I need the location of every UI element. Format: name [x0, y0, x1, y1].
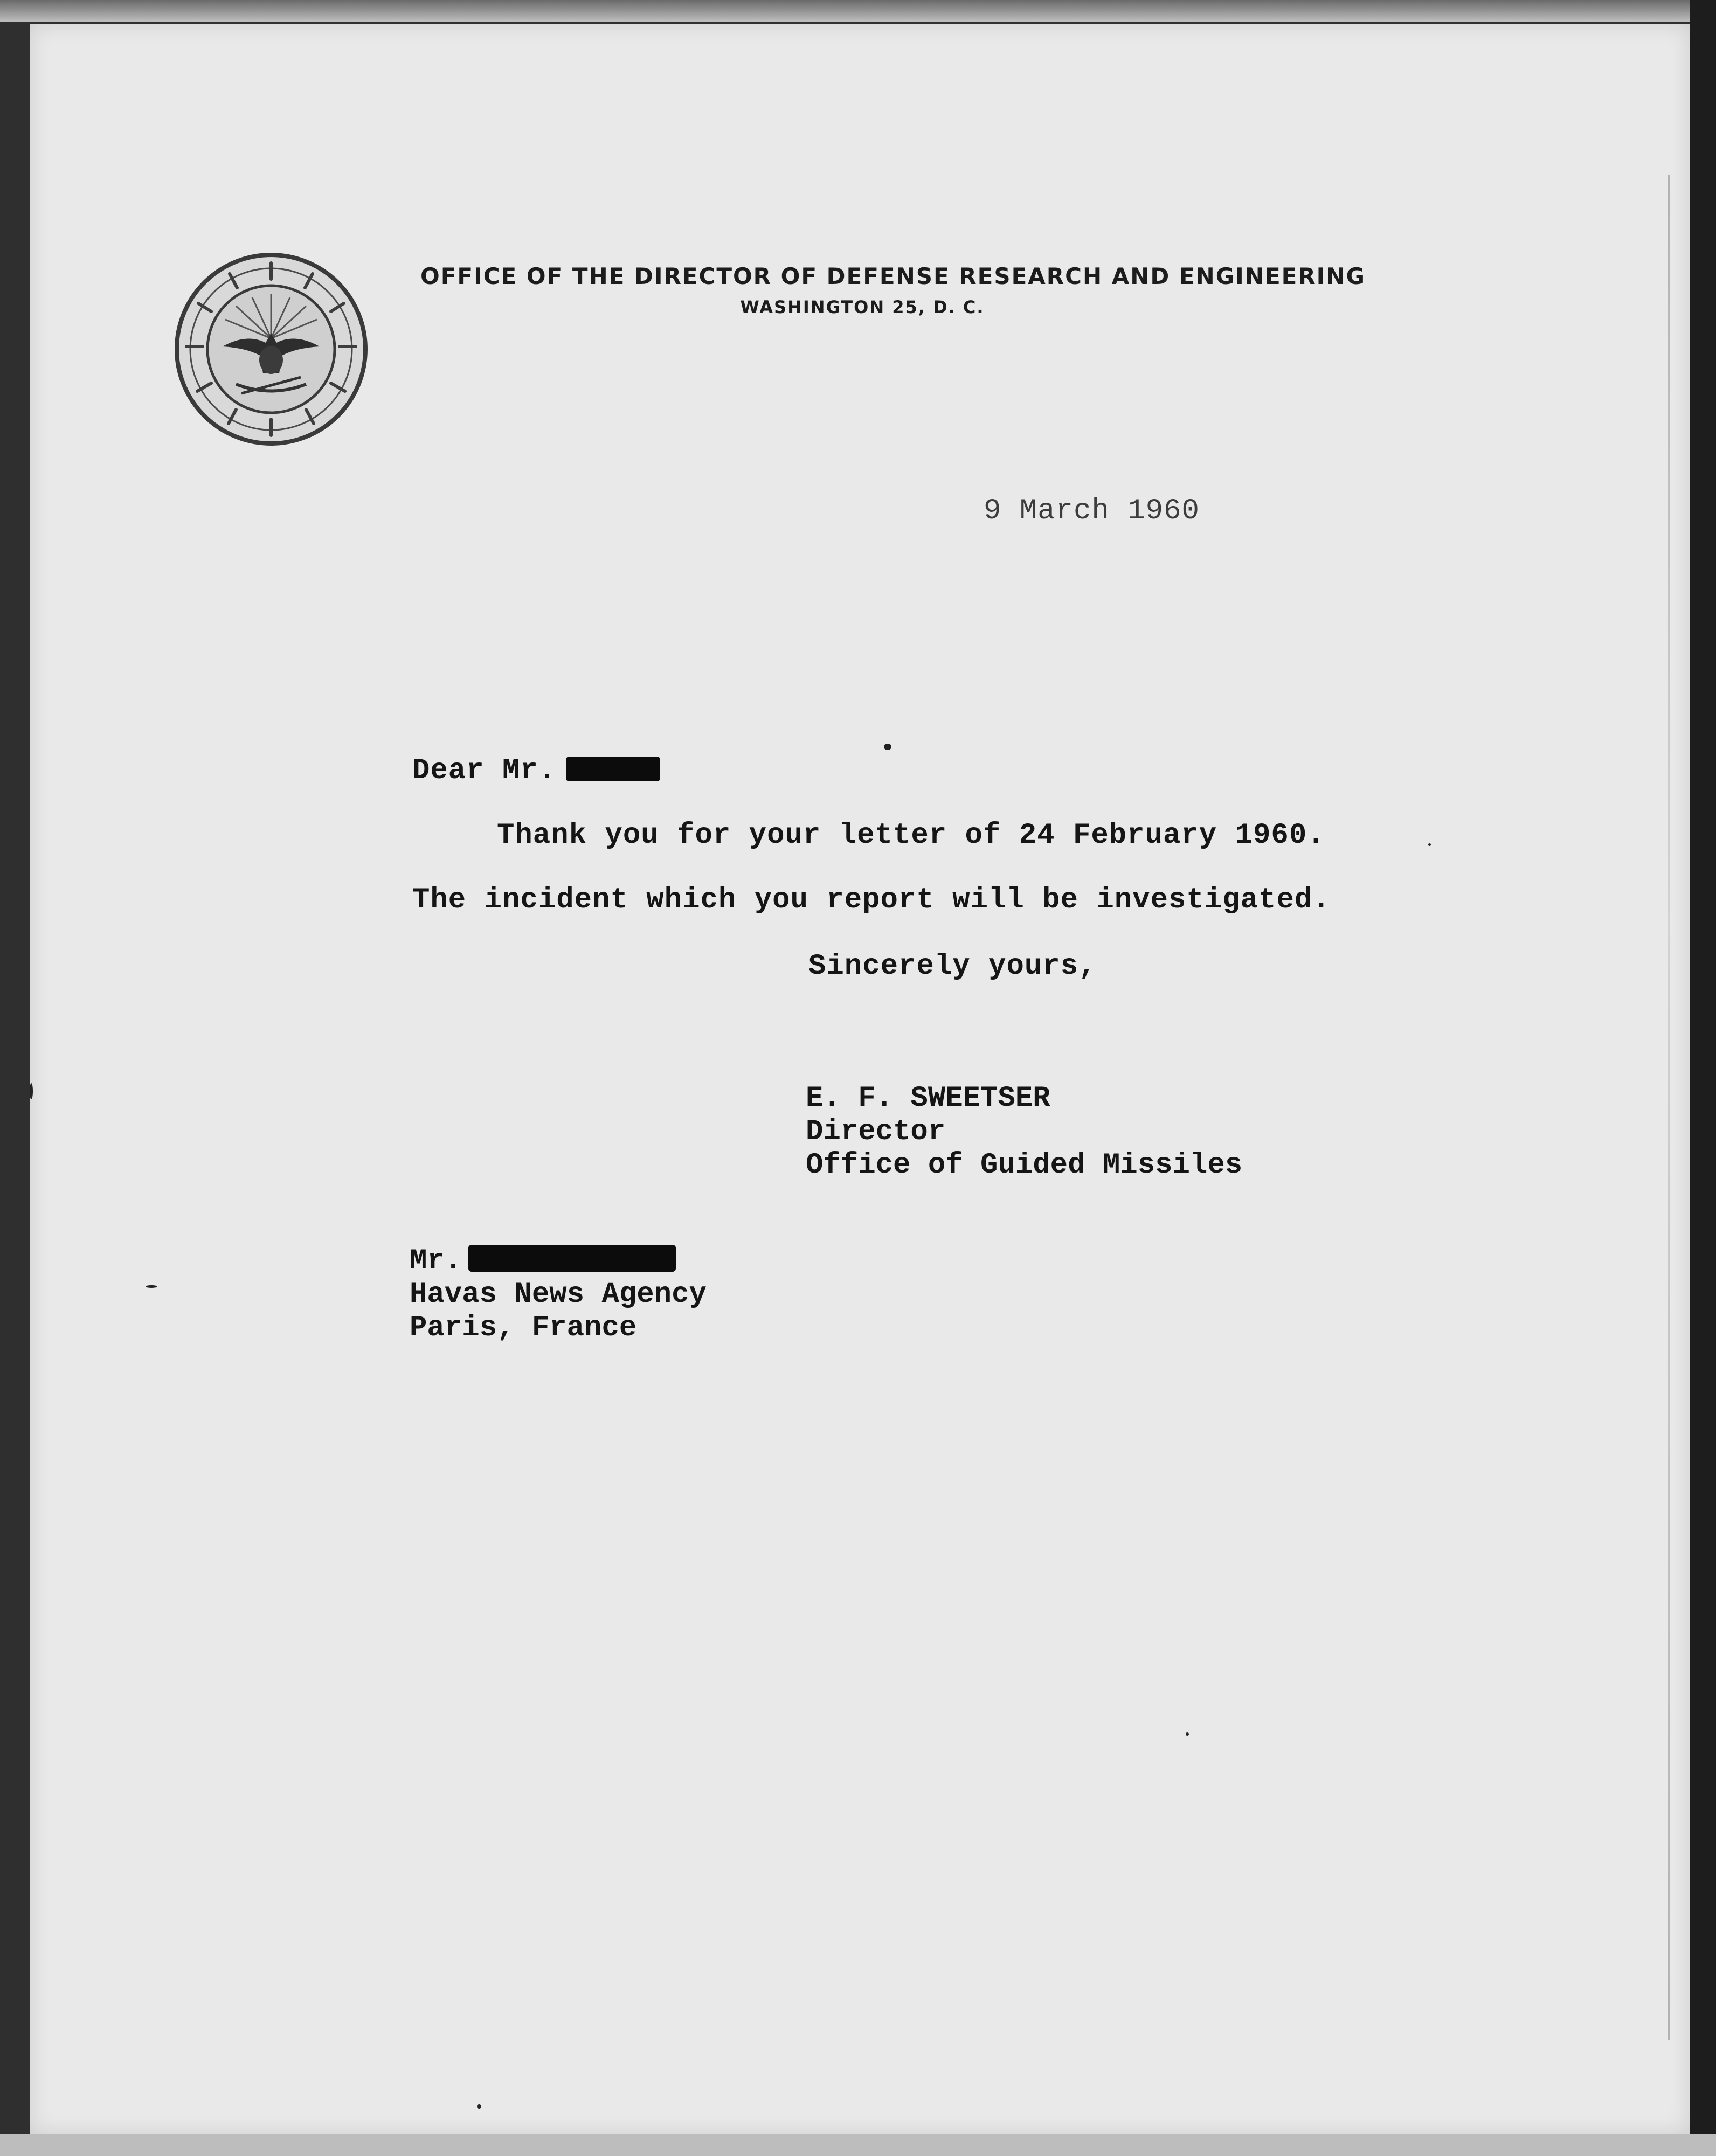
signer-office: Office of Guided Missiles — [806, 1149, 1243, 1182]
salutation — [412, 754, 660, 787]
page-fold-line — [1668, 175, 1670, 2040]
salutation-text: Dear Mr. — [412, 754, 557, 787]
redaction-bar — [468, 1245, 676, 1272]
scan-bottom-edge — [0, 2134, 1716, 2156]
scan-speck — [30, 1083, 33, 1099]
department-of-defense-seal-icon — [171, 252, 371, 446]
recipient-organization: Havas News Agency — [410, 1278, 707, 1311]
recipient-name-line — [410, 1245, 707, 1278]
body-paragraph: Thank you for your letter of 24 February 1960. — [497, 819, 1325, 852]
scan-speck — [1428, 843, 1431, 846]
scan-speck — [477, 2104, 481, 2109]
scan-speck — [146, 1285, 157, 1288]
scan-top-edge — [0, 0, 1716, 22]
letterhead-address: WASHINGTON 25, D. C. — [740, 297, 985, 317]
letter-date: 9 March 1960 — [984, 495, 1200, 528]
complimentary-close: Sincerely yours, — [808, 950, 1097, 983]
letterhead-title: OFFICE OF THE DIRECTOR OF DEFENSE RESEARCH AND ENGINEERING — [420, 263, 1366, 289]
signer-title: Director — [806, 1115, 946, 1148]
signer-name: E. F. SWEETSER — [806, 1082, 1050, 1115]
body-paragraph: The incident which you report will be investigated. — [412, 884, 1331, 917]
scan-right-edge — [1690, 0, 1716, 2156]
recipient-location: Paris, France — [410, 1312, 637, 1344]
redaction-bar — [566, 757, 660, 781]
scan-speck — [1186, 1732, 1189, 1736]
signature-block — [806, 1082, 1242, 1182]
scan-speck — [884, 744, 891, 750]
recipient-address — [410, 1245, 707, 1345]
letterhead — [420, 263, 1366, 317]
recipient-prefix: Mr. — [410, 1245, 462, 1278]
